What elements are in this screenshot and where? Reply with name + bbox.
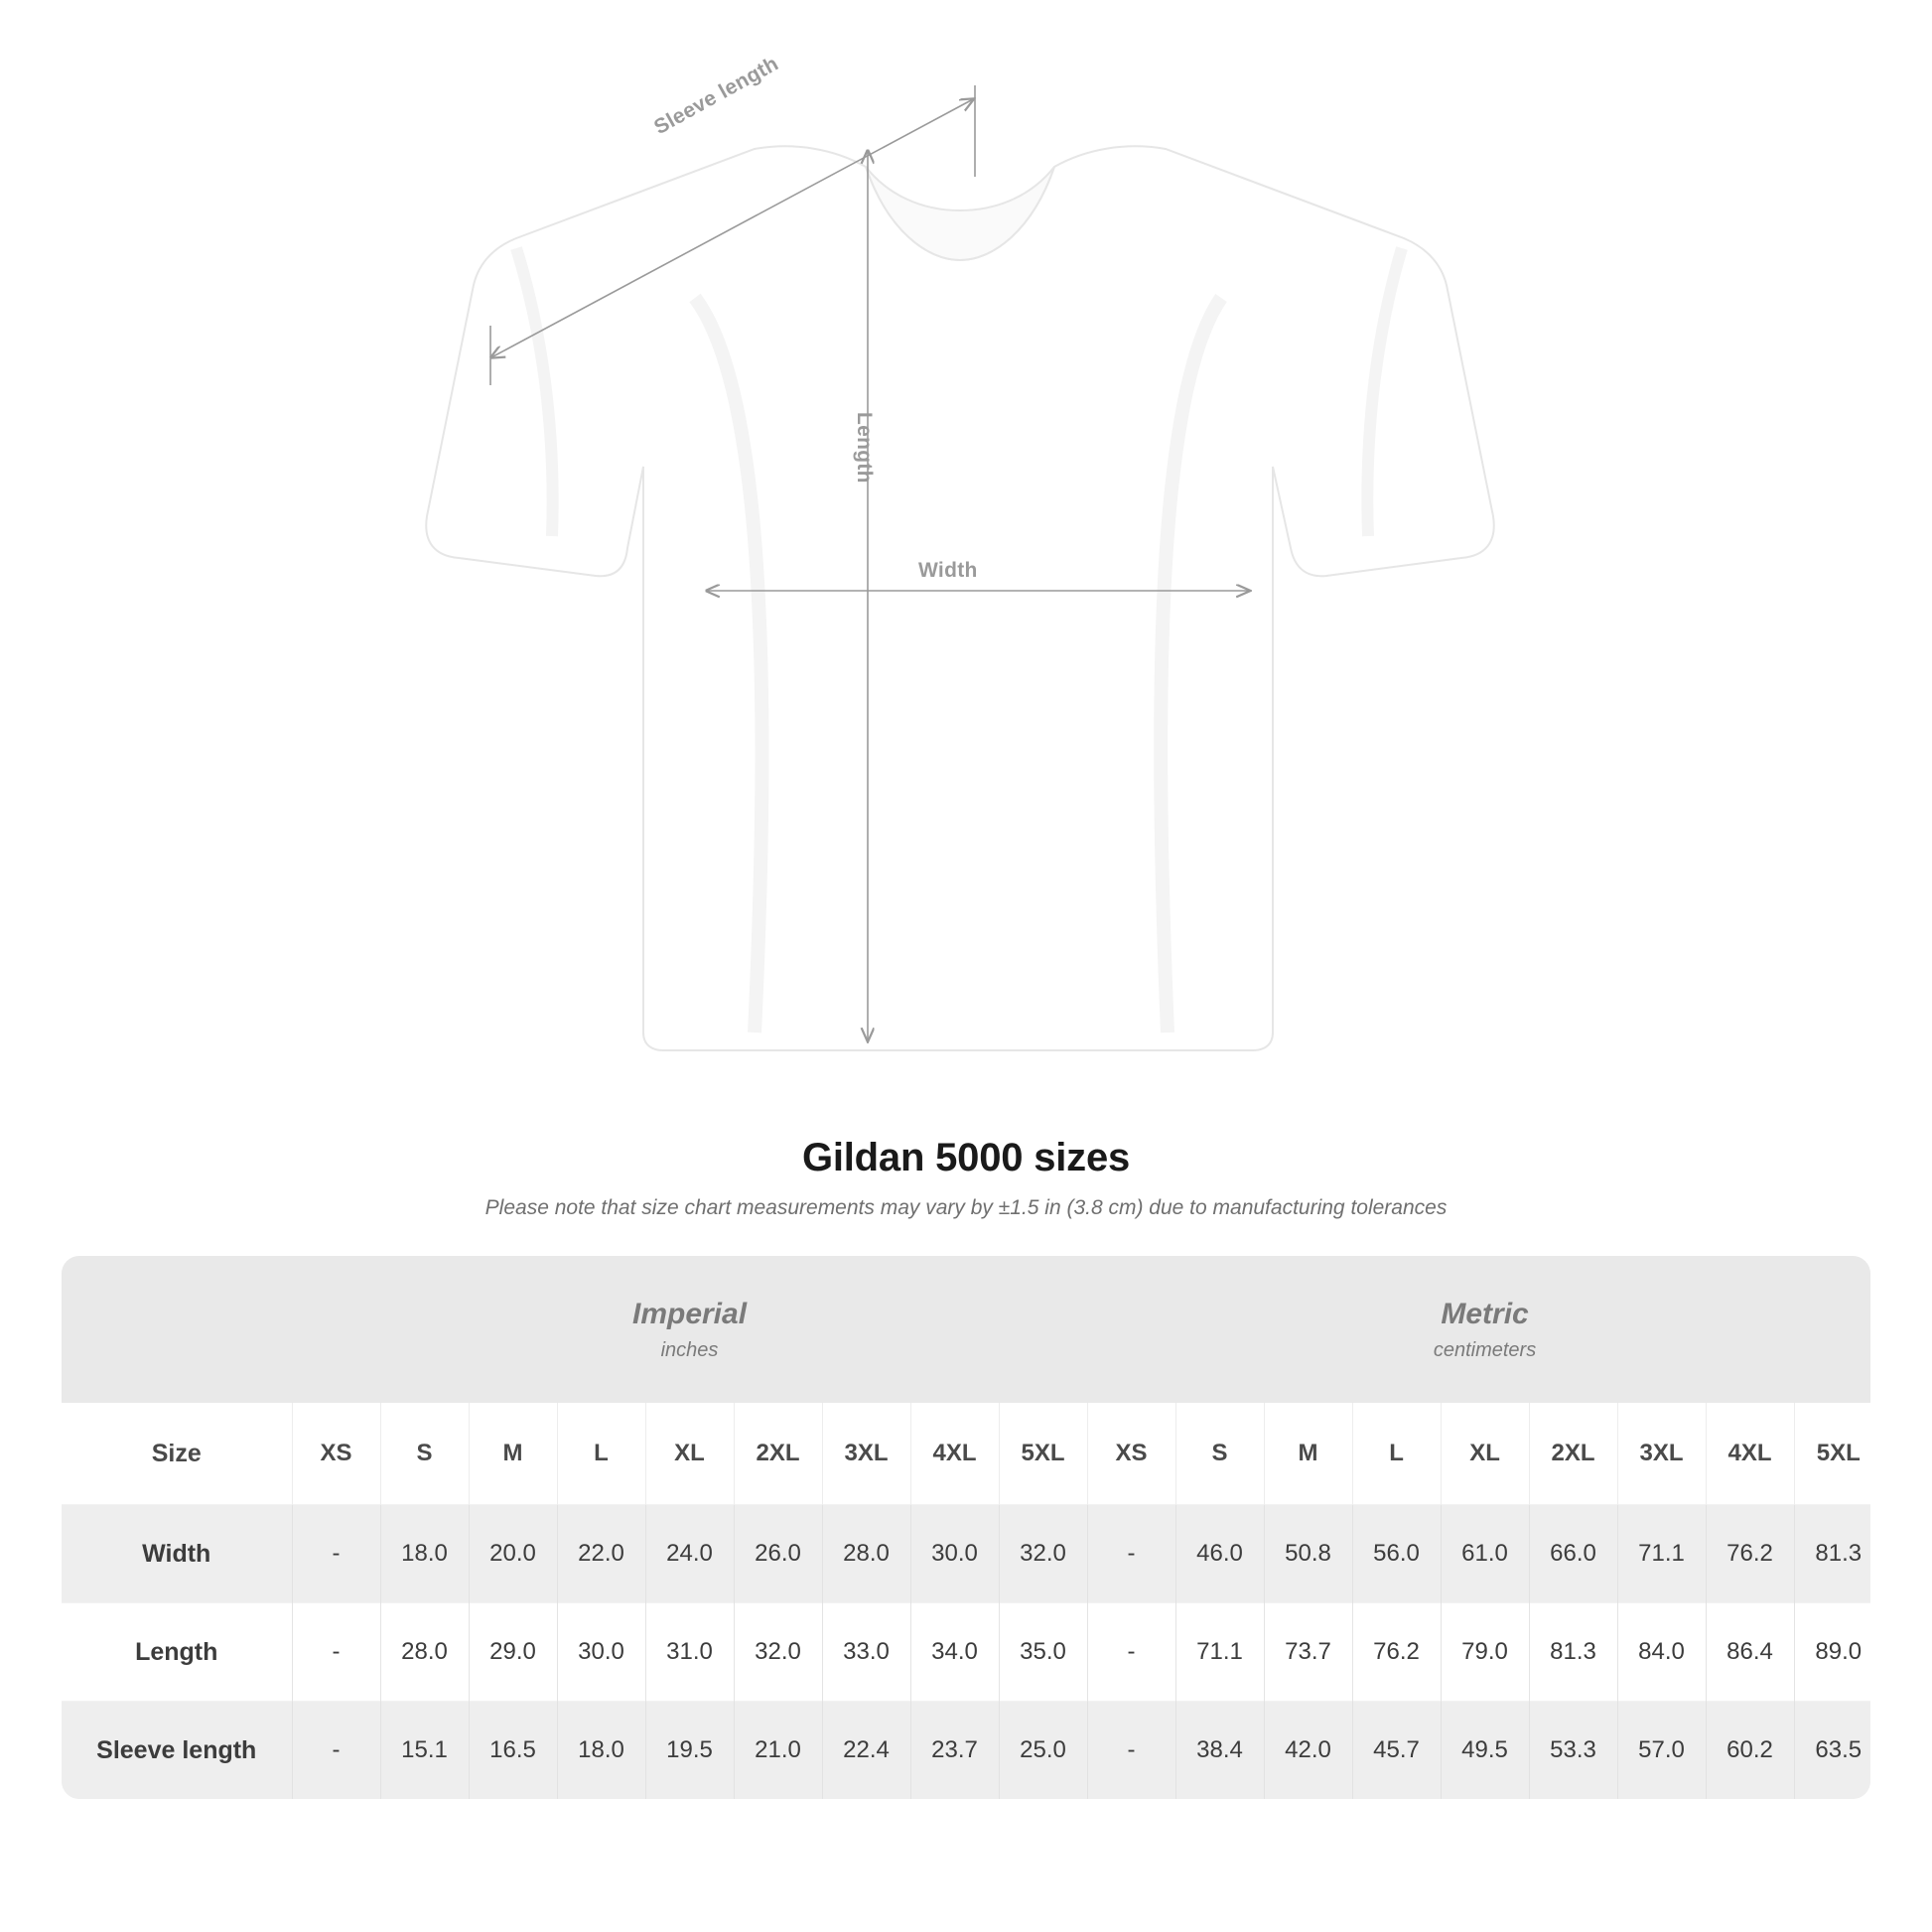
cell-width-imperial-xs: - [292, 1505, 380, 1603]
cell-length-imperial-4xl: 34.0 [910, 1603, 999, 1702]
cell-sleeve-metric-3xl: 57.0 [1617, 1702, 1706, 1800]
size-header-metric-m: M [1264, 1403, 1352, 1505]
unit-name-imperial: Imperial [631, 1297, 748, 1330]
row-label-length: Length [62, 1603, 292, 1702]
cell-length-imperial-5xl: 35.0 [999, 1603, 1087, 1702]
cell-length-metric-2xl: 81.3 [1529, 1603, 1617, 1702]
sleeve-length-label: Sleeve length [650, 52, 782, 140]
length-label: Length [853, 412, 876, 483]
size-header-imperial-5xl: 5XL [999, 1403, 1087, 1505]
cell-width-imperial-3xl: 28.0 [822, 1505, 910, 1603]
cell-length-metric-xs: - [1087, 1603, 1175, 1702]
cell-width-metric-xs: - [1087, 1505, 1175, 1603]
size-header-imperial-m: M [469, 1403, 557, 1505]
cell-width-imperial-s: 18.0 [380, 1505, 469, 1603]
table-row [62, 1702, 1870, 1800]
size-header-label: Size [62, 1403, 292, 1505]
unit-name-metric: Metric [1441, 1297, 1529, 1330]
cell-sleeve-imperial-xs: - [292, 1702, 380, 1800]
cell-width-metric-4xl: 76.2 [1706, 1505, 1794, 1603]
cell-length-imperial-m: 29.0 [469, 1603, 557, 1702]
cell-sleeve-metric-m: 42.0 [1264, 1702, 1352, 1800]
cell-sleeve-imperial-m: 16.5 [469, 1702, 557, 1800]
cell-width-metric-l: 56.0 [1352, 1505, 1441, 1603]
cell-length-metric-5xl: 89.0 [1794, 1603, 1870, 1702]
cell-width-imperial-2xl: 26.0 [734, 1505, 822, 1603]
tshirt-shape [426, 146, 1494, 1050]
size-header-imperial-3xl: 3XL [822, 1403, 910, 1505]
size-header-metric-4xl: 4XL [1706, 1403, 1794, 1505]
cell-width-imperial-m: 20.0 [469, 1505, 557, 1603]
title-block [0, 1136, 1932, 1220]
size-header-metric-2xl: 2XL [1529, 1403, 1617, 1505]
cell-sleeve-imperial-xl: 19.5 [645, 1702, 734, 1800]
cell-sleeve-metric-xs: - [1087, 1702, 1175, 1800]
size-header-metric-xl: XL [1441, 1403, 1529, 1505]
cell-length-metric-m: 73.7 [1264, 1603, 1352, 1702]
cell-width-imperial-5xl: 32.0 [999, 1505, 1087, 1603]
size-header-imperial-s: S [380, 1403, 469, 1505]
size-header-metric-5xl: 5XL [1794, 1403, 1870, 1505]
size-header-imperial-4xl: 4XL [910, 1403, 999, 1505]
cell-width-imperial-l: 22.0 [557, 1505, 645, 1603]
size-table [62, 1256, 1870, 1799]
unit-header-spacer [62, 1256, 292, 1403]
cell-width-imperial-xl: 24.0 [645, 1505, 734, 1603]
cell-width-imperial-4xl: 30.0 [910, 1505, 999, 1603]
size-header-imperial-xs: XS [292, 1403, 380, 1505]
cell-length-metric-3xl: 84.0 [1617, 1603, 1706, 1702]
cell-length-metric-xl: 79.0 [1441, 1603, 1529, 1702]
page-title: Gildan 5000 sizes [801, 1136, 1131, 1179]
cell-sleeve-imperial-s: 15.1 [380, 1702, 469, 1800]
cell-sleeve-metric-xl: 49.5 [1441, 1702, 1529, 1800]
cell-length-metric-4xl: 86.4 [1706, 1603, 1794, 1702]
cell-length-metric-l: 76.2 [1352, 1603, 1441, 1702]
size-table-wrapper [62, 1256, 1870, 1799]
cell-width-metric-3xl: 71.1 [1617, 1505, 1706, 1603]
cell-sleeve-metric-s: 38.4 [1175, 1702, 1264, 1800]
cell-sleeve-imperial-3xl: 22.4 [822, 1702, 910, 1800]
size-header-metric-l: L [1352, 1403, 1441, 1505]
cell-length-imperial-l: 30.0 [557, 1603, 645, 1702]
table-row [62, 1603, 1870, 1702]
cell-sleeve-metric-2xl: 53.3 [1529, 1702, 1617, 1800]
cell-sleeve-metric-5xl: 63.5 [1794, 1702, 1870, 1800]
size-header-row [62, 1403, 1870, 1505]
cell-length-imperial-xs: - [292, 1603, 380, 1702]
row-label-width: Width [62, 1505, 292, 1603]
tolerance-note: Please note that size chart measurements may vary by ±1.5 in (3.8 cm) due to manufacturing tolerances [484, 1196, 1448, 1219]
size-header-imperial-2xl: 2XL [734, 1403, 822, 1505]
unit-sub-metric: centimeters [1433, 1338, 1537, 1361]
cell-sleeve-metric-4xl: 60.2 [1706, 1702, 1794, 1800]
cell-sleeve-imperial-l: 18.0 [557, 1702, 645, 1800]
unit-header-metric [1087, 1256, 1870, 1403]
unit-header-row [62, 1256, 1870, 1403]
size-header-metric-3xl: 3XL [1617, 1403, 1706, 1505]
cell-length-imperial-2xl: 32.0 [734, 1603, 822, 1702]
cell-length-imperial-xl: 31.0 [645, 1603, 734, 1702]
unit-header-imperial [292, 1256, 1087, 1403]
cell-width-metric-m: 50.8 [1264, 1505, 1352, 1603]
table-row [62, 1505, 1870, 1603]
cell-sleeve-metric-l: 45.7 [1352, 1702, 1441, 1800]
cell-width-metric-xl: 61.0 [1441, 1505, 1529, 1603]
cell-length-imperial-s: 28.0 [380, 1603, 469, 1702]
cell-length-metric-s: 71.1 [1175, 1603, 1264, 1702]
cell-sleeve-imperial-2xl: 21.0 [734, 1702, 822, 1800]
size-header-imperial-xl: XL [645, 1403, 734, 1505]
cell-width-metric-2xl: 66.0 [1529, 1505, 1617, 1603]
cell-sleeve-imperial-4xl: 23.7 [910, 1702, 999, 1800]
cell-sleeve-imperial-5xl: 25.0 [999, 1702, 1087, 1800]
cell-width-metric-s: 46.0 [1175, 1505, 1264, 1603]
unit-sub-imperial: inches [660, 1338, 719, 1361]
width-label: Width [918, 559, 978, 582]
cell-width-metric-5xl: 81.3 [1794, 1505, 1870, 1603]
size-header-metric-s: S [1175, 1403, 1264, 1505]
row-label-sleeve-length: Sleeve length [62, 1702, 292, 1800]
size-header-metric-xs: XS [1087, 1403, 1175, 1505]
size-header-imperial-l: L [557, 1403, 645, 1505]
cell-length-imperial-3xl: 33.0 [822, 1603, 910, 1702]
